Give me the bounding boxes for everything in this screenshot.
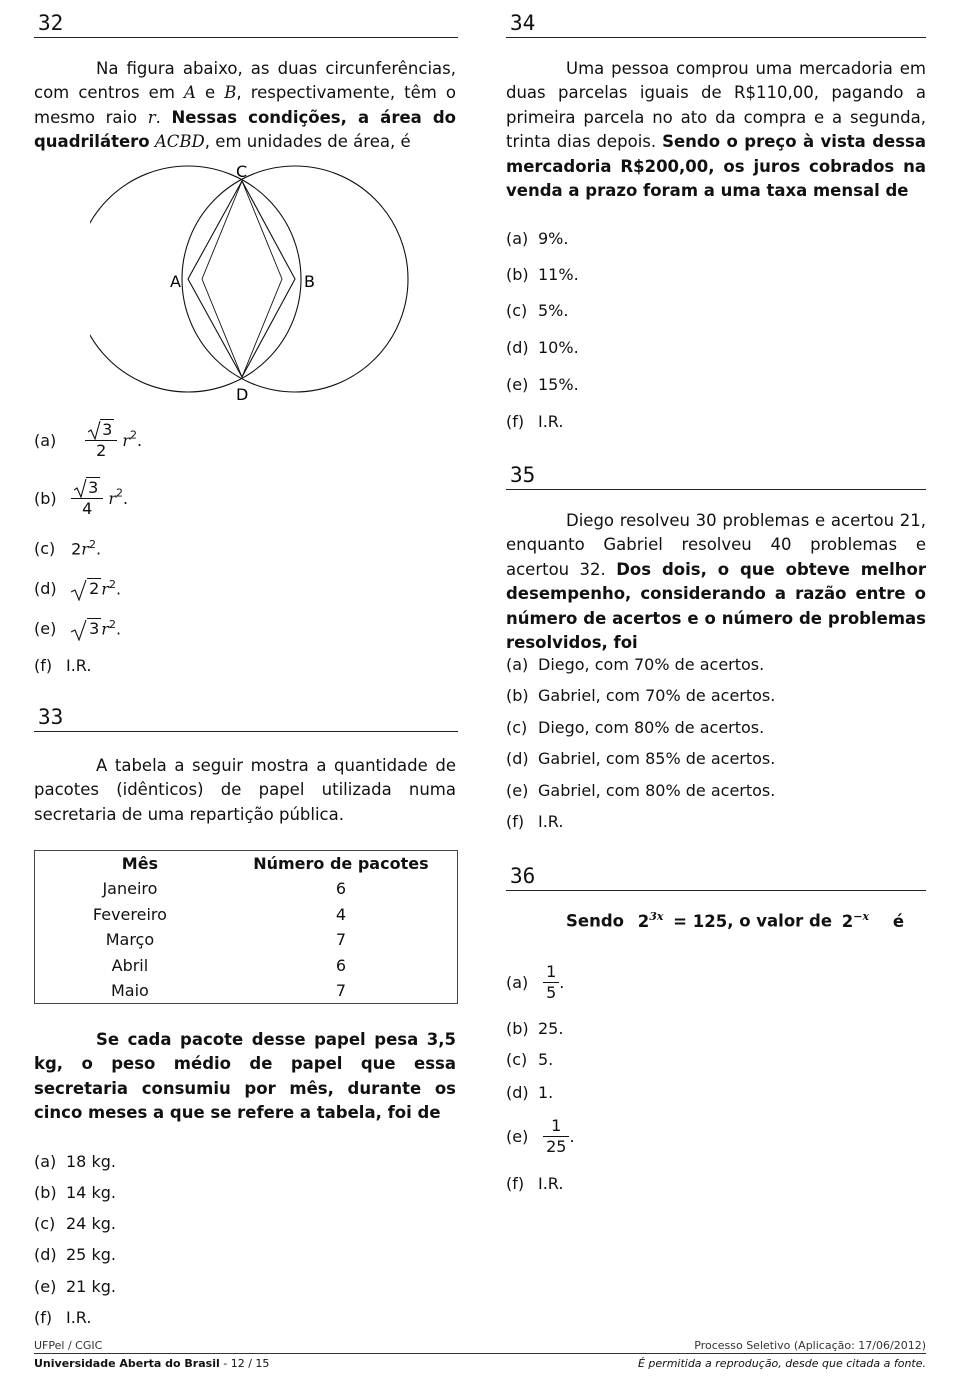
- column-header-month: Mês: [121, 854, 159, 873]
- question-number: 32: [38, 11, 64, 35]
- q34-option-e[interactable]: (e) 15%.: [506, 375, 579, 394]
- q33-option-c[interactable]: (c) 24 kg.: [34, 1214, 116, 1233]
- q36-option-b[interactable]: (b) 25.: [506, 1019, 564, 1038]
- q36-option-a[interactable]: (a) $\frac{1}{5}$ .: [506, 962, 565, 1002]
- question-number: 35: [510, 463, 536, 487]
- q34-option-b[interactable]: (b) 11%.: [506, 265, 579, 284]
- q32-option-e[interactable]: (e) 3 $r^2$.: [34, 618, 122, 639]
- q35-option-d[interactable]: (d) Gabriel, com 85% de acertos.: [506, 749, 776, 768]
- q34-option-f[interactable]: (f) I.R.: [506, 412, 564, 431]
- q32-option-d[interactable]: (d) 2 $r^2$.: [34, 578, 122, 599]
- table-row: Abril 6: [111, 955, 347, 975]
- circle-a: [90, 166, 301, 392]
- question-36-stem: Sendo $2^{3x} = 125$, o valor de $2^{-x}$ é: [566, 910, 905, 931]
- footer-left-top: UFPel / CGIC: [34, 1339, 103, 1352]
- q35-option-b[interactable]: (b) Gabriel, com 70% de acertos.: [506, 686, 776, 705]
- sqrt-symbol: 3: [71, 619, 101, 638]
- q33-option-b[interactable]: (b) 14 kg.: [34, 1183, 116, 1202]
- q36-option-c[interactable]: (c) 5.: [506, 1050, 554, 1069]
- question-number: 34: [510, 11, 536, 35]
- q36-option-d[interactable]: (d) 1.: [506, 1083, 554, 1102]
- footer-right-top: Processo Seletivo (Aplicação: 17/06/2012): [694, 1339, 926, 1352]
- q33-option-e[interactable]: (e) 21 kg.: [34, 1277, 116, 1296]
- q36-option-e[interactable]: (e) $\frac{1}{25}$ .: [506, 1116, 575, 1156]
- question-35-stem: Diego resolveu 30 problemas e acertou 21, enquanto Gabriel resolveu 40 problemas e acertou 32. Dos dois, o que obteve melhor desempenho, considerando a razão entre o número de acertos e o número de problemas resolvidos, foi: [506, 511, 926, 653]
- q34-option-a[interactable]: (a) 9%.: [506, 229, 569, 248]
- column-header-packages: Número de pacotes: [253, 854, 429, 873]
- fraction: $\frac{1}{5}$: [543, 962, 559, 1003]
- table-row: Janeiro 6: [102, 879, 347, 899]
- footer-divider: [34, 1353, 926, 1354]
- q34-option-c[interactable]: (c) 5%.: [506, 301, 569, 320]
- sqrt-fraction: $\frac{3}{2}$: [71, 420, 117, 461]
- label-b: B: [304, 272, 315, 291]
- label-a: A: [170, 272, 181, 291]
- sqrt-fraction: $\frac{3}{4}$: [71, 478, 103, 519]
- question-33-prompt: Se cada pacote desse papel pesa 3,5 kg, o peso médio de papel que essa secretaria consumiu por mês, durante os cinco meses a que se refere a tabela, foi de: [34, 1030, 456, 1123]
- question-35-header: [506, 456, 926, 490]
- q36-option-f[interactable]: (f) I.R.: [506, 1174, 564, 1193]
- quadrilateral-acbd: [188, 181, 295, 377]
- question-33-stem: A tabela a seguir mostra a quantidade de pacotes (idênticos) de papel utilizada numa secretaria de uma repartição pública.: [34, 756, 456, 824]
- q35-option-c[interactable]: (c) Diego, com 80% de acertos.: [506, 718, 765, 737]
- q35-option-f[interactable]: (f) I.R.: [506, 812, 564, 831]
- table-header-row: [35, 851, 458, 877]
- table-row: Fevereiro 4: [92, 904, 347, 924]
- q32-option-c[interactable]: (c) $2r^2$.: [34, 538, 102, 559]
- q33-option-a[interactable]: (a) 18 kg.: [34, 1152, 116, 1171]
- question-32-stem: Na figura abaixo, as duas circunferências, com centros em A e B, respectivamente, têm o mesmo raio r. Nessas condições, a área do quadrilátero ACBD, em unidades de área, é: [34, 59, 457, 152]
- packages-table: [34, 850, 458, 1004]
- question-32-header: [34, 4, 458, 38]
- footer-right-bottom: É permitida a reprodução, desde que citada a fonte.: [637, 1357, 926, 1370]
- footer-left-bottom: Universidade Aberta do Brasil - 12 / 15: [34, 1357, 270, 1370]
- fraction: $\frac{1}{25}$: [543, 1116, 569, 1157]
- question-33-header: [34, 698, 458, 732]
- q33-option-f[interactable]: (f) I.R.: [34, 1308, 92, 1327]
- q32-option-a[interactable]: (a) $\frac{3}{2}$ $r^2$.: [34, 420, 143, 460]
- label-d: D: [236, 385, 249, 404]
- q34-option-d[interactable]: (d) 10%.: [506, 338, 579, 357]
- table-row: Março 7: [105, 930, 347, 950]
- q32-option-f[interactable]: (f) I.R.: [34, 656, 92, 675]
- q33-option-d[interactable]: (d) 25 kg.: [34, 1245, 116, 1264]
- q35-option-a[interactable]: (a) Diego, com 70% de acertos.: [506, 655, 765, 674]
- inner-rhombus-line: [202, 181, 282, 377]
- sqrt-symbol: 2: [71, 579, 101, 598]
- question-number: 36: [510, 864, 536, 888]
- label-c: C: [236, 162, 248, 181]
- circles-figure: [90, 155, 420, 410]
- question-34-stem: Uma pessoa comprou uma mercadoria em duas parcelas iguais de R$110,00, pagando a primeira parcela no ato da compra e a segunda, trinta dias depois. Sendo o preço à vista dessa mercadoria R$200,00, os juros cobrados na venda a prazo foram a uma taxa mensal de: [506, 59, 927, 201]
- question-34-header: [506, 4, 926, 38]
- table-row: Maio 7: [111, 981, 347, 1000]
- question-number: 33: [38, 705, 64, 729]
- q35-option-e[interactable]: (e) Gabriel, com 80% de acertos.: [506, 781, 776, 800]
- question-36-header: [506, 857, 926, 891]
- q32-option-b[interactable]: (b) $\frac{3}{4}$ $r^2$.: [34, 478, 129, 518]
